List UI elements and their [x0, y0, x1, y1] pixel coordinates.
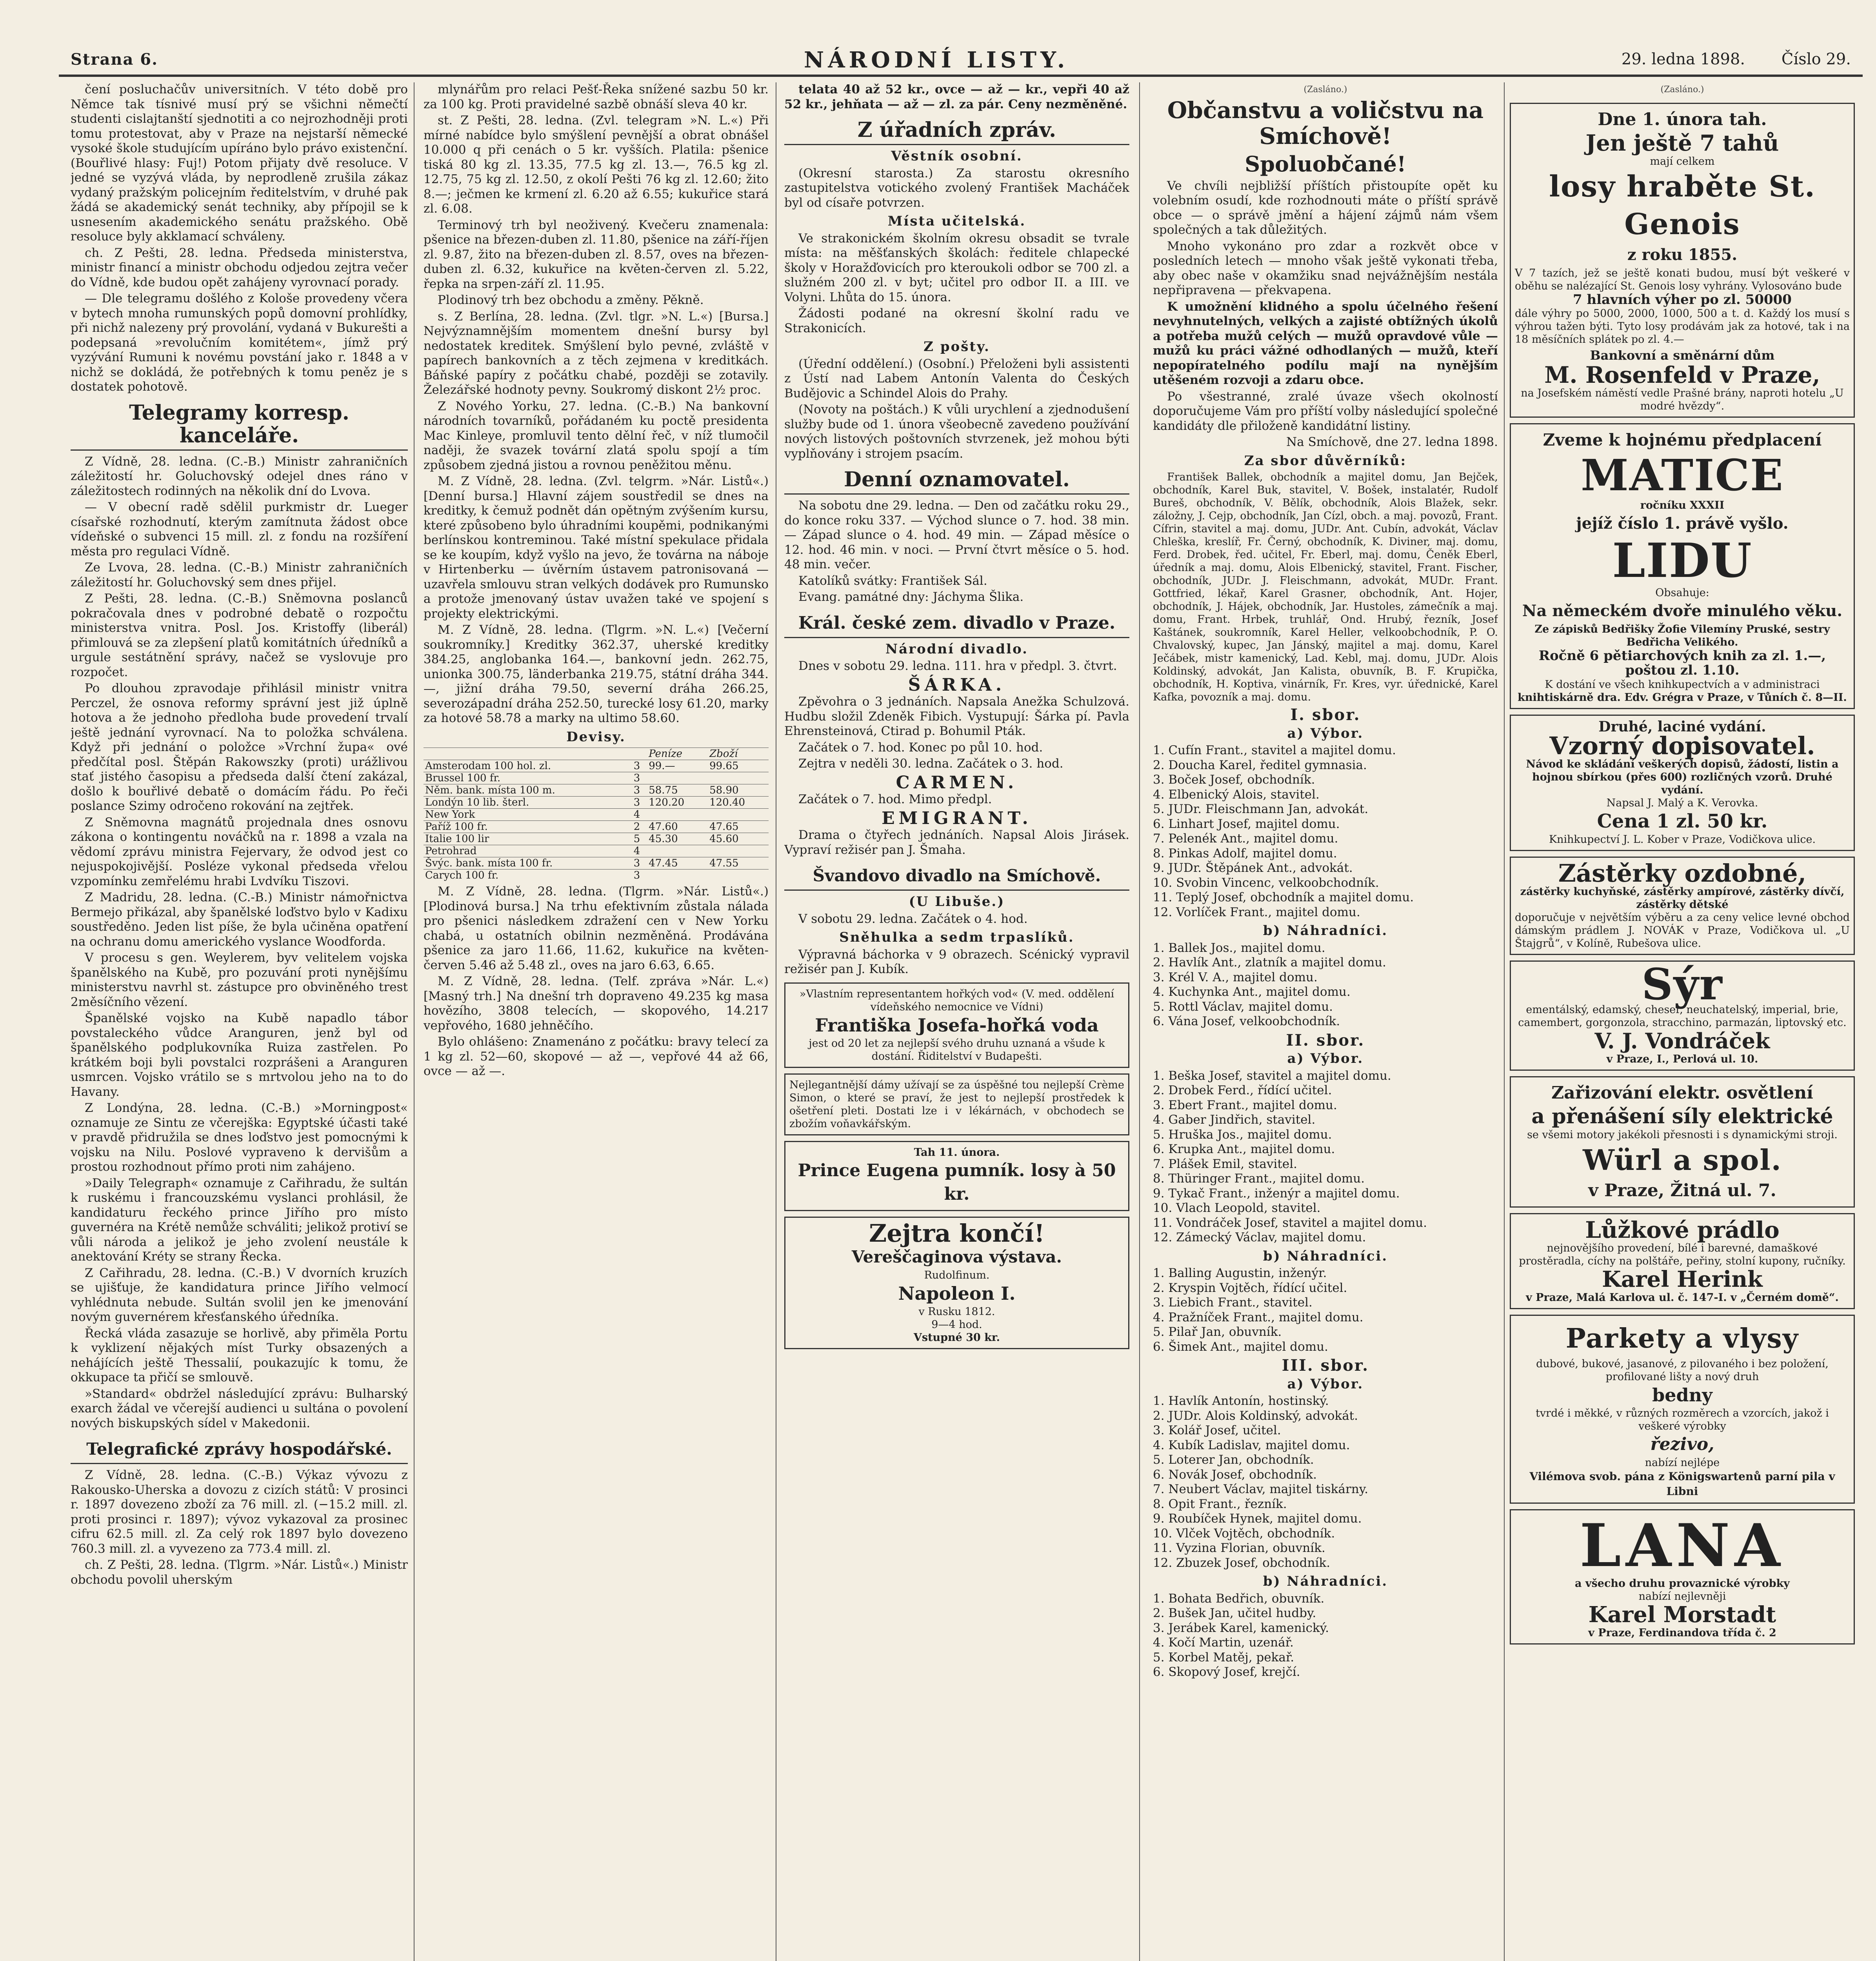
article-paragraph: Z Nového Yorku, 27. ledna. (C.-B.) Na bankovní národních tovarníků, pořádaném ku poctě presidenta Mac Kinleye, promluvil tento dělní řeč, v níž tlumočil naději, že svazek tovární zlatá spolu spojí a tím způsobem zjedná jistou a rovnou peněžitou měnu. [424, 399, 769, 472]
table-row [424, 870, 769, 882]
list-item: 2. Havlík Ant., zlatník a majitel domu. [1153, 955, 1387, 970]
article-paragraph: čení posluchačův universitních. V této době pro Němce tak tísnivé musí prý se všichni němečtí studenti cislajtanští sjednotiti a co nejrozhodněji proti tomu protestovat, aby v Praze na nejstarší německé vysoké škole studujícím upíráno bylo právo existenční. (Bouřlivé hlasy: Fuj!) Potom přijaty dvě resoluce. V jedné se vyzývá vláda, by neprodleně zrušila zákaz vydaný pražským policejním ředitelstvím, v druhé pak žádá se akademický senát techniky, aby přípojil se k usnesením akademického senátu pražského. Obě resoluce byly akklamací schváleny. [71, 82, 408, 244]
table-cell: Carych 100 fr. [424, 870, 632, 882]
advert-line: Napsal J. Malý a K. Verovka. [1606, 797, 1758, 809]
advert-line: Ze zápisků Bedřišky Žofie Vilemíny Pruské, sestry Bedřicha Velikého. [1534, 623, 1830, 648]
article-paragraph: mlynářům pro relaci Pešť-Řeka snížené sazbu 50 kr. za 100 kg. Proti pravidelné sazbě obnáší sleva 40 kr. [424, 82, 769, 111]
advert-line: Karel Herink [1602, 1266, 1763, 1292]
advert-title: Jen ještě 7 tahů [1585, 130, 1779, 156]
advert-text: V 7 tazích, jež se ještě konati budou, musí být veškeré v oběhu se nalézající St. Genois losy vyhrány. Vylosováno bude [1515, 267, 1850, 292]
table-cell: 3 [632, 784, 647, 797]
advert-title: a přenášení síly elektrické [1531, 1104, 1833, 1128]
table-cell: 99.— [647, 760, 708, 772]
article-paragraph: Katolíků svátky: František Sál. [798, 573, 987, 588]
list-item: 5. Loterer Jan, obchodník. [1153, 1453, 1314, 1467]
table-row [424, 772, 769, 784]
table-cell [708, 870, 769, 882]
advert-line: v Praze, Žitná ul. 7. [1588, 1181, 1776, 1201]
list-item: 3. Krél V. A., majitel domu. [1153, 970, 1318, 984]
play-title: CARMEN. [896, 772, 1018, 793]
table-cell: Petrohrad [424, 845, 632, 857]
play-title: EMIGRANT. [882, 808, 1032, 828]
table-cell: 4 [632, 845, 647, 857]
advert-electric [1510, 1076, 1855, 1208]
list-item: 3. Kolář Josef, učitel. [1153, 1423, 1281, 1437]
table-cell: Švýc. bank. místa 100 fr. [424, 857, 632, 870]
table-cell: 120.40 [708, 797, 769, 809]
advert-exhibition [784, 1217, 1129, 1349]
subsection-heading: Za sbor důvěrníků: [1244, 453, 1407, 469]
list-item: 9. Tykač Frant., inženýr a majitel domu. [1153, 1186, 1400, 1201]
article-paragraph: — V obecní radě sdělil purkmistr dr. Lueger císařské rozhodnutí, kterým zamítnuta žádost obce vídeňské o subvenci 15 mill. zl. z fondu na rozšíření města pro regulaci Vídně. [71, 500, 408, 558]
play-title: Sněhulka a sedm trpaslíků. [839, 930, 1074, 945]
list-item: 2. Drobek Ferd., řídící učitel. [1153, 1083, 1332, 1097]
advert-linen [1510, 1213, 1855, 1309]
header-meta [1590, 50, 1851, 68]
article-paragraph: Na sobotu dne 29. ledna. — Den od začátku roku 29., do konce roku 337. — Východ slunce o 7. hod. 38 min. — Západ slunce o 4. hod. 49 min. — Západ měsíce o 12. hod. 46 min. v noci. — První čtvrt měsíce o 5. hod. 48 min. večer. [784, 498, 1129, 571]
advert-title: Františka Josefa-hořká voda [815, 1014, 1099, 1036]
article-paragraph: Žádosti podané na okresní školní radu ve Strakonicích. [784, 306, 1129, 335]
section-heading: Denní oznamovatel. [784, 468, 1129, 495]
advert-line: nabízí nejlevněji [1638, 1590, 1726, 1603]
table-cell [647, 845, 708, 857]
advert-line: Karel Morstadt [1588, 1602, 1776, 1628]
advert-line: v Rusku 1812. [918, 1305, 995, 1318]
advert-parquet [1510, 1315, 1855, 1504]
advert-matice [1510, 423, 1855, 709]
table-row [424, 797, 769, 809]
advert-title: Lůžkové prádlo [1585, 1217, 1780, 1243]
advert-line: Zařizování elektr. osvětlení [1551, 1083, 1813, 1103]
candidate-list [1153, 1394, 1498, 1570]
advert-lots [1510, 103, 1855, 418]
advert-line: tvrdé i měkké, v různých rozměrech a vzorcích, jakož i veškeré výrobky [1536, 1407, 1829, 1432]
newspaper-title: NÁRODNÍ LISTY. [804, 47, 1069, 73]
play-title: ŠÁRKA. [908, 675, 1006, 695]
list-item: 1. Balling Augustin, inženýr. [1153, 1266, 1327, 1280]
article-paragraph: Na Smíchově, dne 27. ledna 1898. [1286, 435, 1498, 449]
devisy-heading: Devisy. [566, 729, 626, 745]
list-item: 3. Jerábek Karel, kamenický. [1153, 1621, 1329, 1635]
article-paragraph: (Okresní starosta.) Za starostu okresního zastupitelstva votického zvolený František Macháček byl od císaře potvrzen. [784, 166, 1129, 210]
list-item: 2. Kryspin Vojtěch, řídící učitel. [1153, 1281, 1347, 1295]
advert-ropes [1510, 1509, 1855, 1644]
section-heading: Telegrafické zprávy hospodářské. [71, 1438, 408, 1464]
list-subheading: a) Výbor. [1287, 725, 1364, 741]
advert-line: v Praze, I., Perlová ul. 10. [1606, 1053, 1758, 1065]
article-paragraph: Z Cařihradu, 28. ledna. (C.-B.) V dvorních kruzích se ujišťuje, že kandidatura prince Jiřího velmocí vyhlédnuta nebude. Sultán svolil jen ke jmenování novým guvernérem křesťanského úředníka. [71, 1266, 408, 1324]
table-cell: 3 [632, 857, 647, 870]
advert-title: Sýr [1642, 959, 1723, 1010]
advert-line: Vstupné 30 kr. [913, 1331, 1000, 1344]
table-cell: 58.90 [708, 784, 769, 797]
article-paragraph: telata 40 až 52 kr., ovce — až — kr., vepři 40 až 52 kr., jehňata — až — zl. za pár. Ceny nezměněné. [784, 82, 1129, 111]
advert-title: Zejtra končí! [869, 1219, 1045, 1248]
advert-line: se všemi motory jakékoli přesnosti i s dynamickými stroji. [1527, 1129, 1838, 1141]
article-paragraph: ch. Z Pešti, 28. ledna. (Tlgrm. »Nár. Listů«.) Ministr obchodu povolil uherským [71, 1558, 408, 1587]
article-paragraph: ch. Z Pešti, 28. ledna. Předseda ministerstva, ministr financí a ministr obchodu odjedou zejtra večer do Vídně, kde budou opět zahájeny vyrovnací porady. [71, 246, 408, 289]
article-paragraph: M. Z Vídně, 28. ledna. (Tlgrm. »N. L.«) [Večerní soukromníky.] Kreditky 362.37, uherské kreditky 384.25, anglobanka 164.—, bankovní jedn. 262.75, unionka 300.75, länderbanka 219.75, státní dráha 344.—, jižní dráha 79.50, severní dráha 266.25, severozápadní dráha 252.50, turecké losy 61.20, marky za hotové 58.78 a marky na ultimo 58.60. [424, 623, 769, 725]
appeal-title: Občanstvu a voličstvu na Smíchově! [1167, 96, 1484, 149]
advert-line: zástěrky kuchyňské, zástěrky ampírové, zástěrky dívčí, zástěrky dětské [1520, 886, 1845, 911]
table-row [424, 784, 769, 797]
advert-line: Napoleon I. [898, 1282, 1016, 1304]
advert-line: na Josefském náměstí vedle Prašné brány, naproti hotelu „U modré hvězdy“. [1521, 387, 1844, 412]
column-2 [424, 82, 769, 1961]
list-item: 4. Elbenický Alois, stavitel. [1153, 787, 1320, 802]
list-item: 2. JUDr. Alois Koldinský, advokát. [1153, 1408, 1358, 1423]
article-paragraph: »Standard« obdržel následující zprávu: Bulharský exarch žádal ve včerejší audienci u sultána o povolení nových biskupských sídel v Makedonii. [71, 1386, 408, 1430]
advert-text: Nejlegantnější dámy užívají se za úspěšné tou nejlepší Crème Simon, o které se praví, že jest to nejlepší prostředek k ošetření pleti. Dostati lze i v lékárnách, v obchodech se zbožím voňavkářským. [789, 1079, 1124, 1130]
list-item: 1. Bohata Bedřich, obuvník. [1153, 1591, 1325, 1606]
list-item: 5. Hruška Jos., majitel domu. [1153, 1127, 1332, 1142]
program-time: Začátek o 7. hod. Mimo předpl. [798, 792, 992, 806]
advert-line: 9—4 hod. [931, 1318, 982, 1331]
advert-text: dále výhry po 5000, 2000, 1000, 500 a t. d. Každý los musí s výhrou tažen býti. Tyto losy prodávám jak za hotové, tak i na 18 měsíčních splátek po zl. 4.— [1515, 307, 1850, 346]
table-cell: 120.20 [647, 797, 708, 809]
table-cell: Brussel 100 fr. [424, 772, 632, 784]
subsection-heading: Národní divadlo. [885, 641, 1029, 657]
issue-number: Číslo 29. [1781, 50, 1851, 68]
list-subheading: b) Náhradníci. [1263, 1248, 1388, 1264]
table-header-cell [632, 748, 647, 760]
list-item: 1. Cufín Frant., stavitel a majitel domu. [1153, 743, 1396, 757]
program-line: V sobotu 29. ledna. Začátek o 4. hod. [798, 911, 1028, 926]
advert-line: Rudolfinum. [924, 1269, 990, 1281]
advert-line: v Praze, Malá Karlova ul. č. 147-I. v „Černém domě“. [1526, 1292, 1839, 1304]
table-cell: 45.60 [708, 833, 769, 845]
advert-line: »Vlastním representantem hořkých vod« (V. med. oddělení vídeňského nemocnice ve Vídni) [799, 988, 1114, 1013]
list-item: 3. Boček Josef, obchodník. [1153, 773, 1315, 787]
subsection-heading: Věstník osobní. [891, 148, 1023, 164]
list-item: 6. Skopový Josef, krejčí. [1153, 1665, 1300, 1679]
list-item: 6. Novák Josef, obchodník. [1153, 1467, 1317, 1482]
article-paragraph: Španělské vojsko na Kubě napadlo tábor povstaleckého vůdce Aranguren, jenž byl od španělského podplukovníka Ruiza zastřelen. Po krátkém boji byli povstalci rozprášeni a Aranguren usmrcen. Vojsko vrátilo se s mrtvolou jeho na to do Havany. [71, 1011, 408, 1099]
advert-line: Knihkupectví J. L. Kober v Praze, Vodičkova ulice. [1549, 833, 1816, 846]
table-cell [647, 772, 708, 784]
appeal-subtitle: Spoluobčané! [1245, 151, 1406, 176]
advert-line: ementálský, edamský, cheser, neuchatelský, imperial, brie, camembert, gorgonzola, stracchino, parmazán, liptovský etc. [1518, 1004, 1847, 1029]
table-cell: Paříž 100 fr. [424, 821, 632, 833]
advert-line: Ročně 6 pětiarchových knih za zl. 1.—, poštou zl. 1.10. [1538, 648, 1826, 678]
advert-line: mají celkem [1650, 155, 1715, 167]
column-rule [1139, 82, 1140, 1961]
list-item: 6. Vána Josef, velkoobchodník. [1153, 1014, 1340, 1028]
table-cell: Amsterodam 100 hol. zl. [424, 760, 632, 772]
table-cell: Něm. bank. místa 100 m. [424, 784, 632, 797]
advert-line: Zveme k hojnému předplacení [1543, 430, 1822, 449]
advert-line: ročníku XXXII [1640, 499, 1725, 511]
article-paragraph: st. Z Pešti, 28. ledna. (Zvl. telegram »N. L.«) Při mírné nabídce bylo smýšlení pevnější a obrat obnášel 10.000 q při cenách o 5 kr. vyšších. Platila: pšenice tiská 80 kg zl. 13.35, 77.5 kg zl. 13.—, 76.5 kg zl. 12.75, 75 kg zl. 12.50, z okolí Pešti 76 kg zl. 12.60; žito 8.—; ječmen ke krmení zl. 6.20 až 6.55; kukuřice stará zl. 6.08. [424, 113, 769, 216]
section-heading: Telegramy korresp. kanceláře. [71, 402, 408, 451]
article-paragraph: M. Z Vídně, 28. ledna. (Telf. zpráva »Nár. L.«) [Masný trh.] Na dnešní trh dopraveno 49.235 kg masa hovězího, 3808 telecích, — skopového, 14.217 vepřového, 1680 jehněčího. [424, 974, 769, 1033]
advert-text: doporučuje v největším výběru a za ceny velice levné obchod dámským prádlem J. NOVÁK v Praze, Vodičkova ul. „U Štajgrů“, v Kolíně, Rubešova ulice. [1515, 911, 1850, 950]
list-item: 10. Vlach Leopold, stavitel. [1153, 1201, 1321, 1215]
article-paragraph: Po všestranné, zralé úvaze všech okolností doporučujeme Vám pro příští volby následující společné kandidáty dle přiloženě kandidátní listiny. [1153, 389, 1498, 433]
list-item: 5. Rottl Václav, majitel domu. [1153, 999, 1333, 1014]
advert-line: Obsahuje: [1655, 586, 1709, 599]
advert-line: Cena 1 zl. 50 kr. [1597, 810, 1768, 832]
table-cell: 99.65 [708, 760, 769, 772]
advert-water [784, 982, 1129, 1068]
table-cell: New York [424, 809, 632, 821]
table-cell: 45.30 [647, 833, 708, 845]
list-item: 9. Roubíček Hynek, majitel domu. [1153, 1512, 1362, 1526]
article-paragraph: Evang. památné dny: Jáchyma Šlika. [798, 590, 1024, 604]
advert-line: Na německém dvoře minulého věku. [1522, 601, 1843, 620]
advert-letter-writer [1510, 715, 1855, 851]
table-cell: 47.45 [647, 857, 708, 870]
advert-title: M. Rosenfeld v Praze, [1544, 361, 1820, 388]
list-item: 8. Pinkas Adolf, majitel domu. [1153, 846, 1337, 860]
devisy-table [424, 748, 769, 881]
list-item: 3. Ebert Frant., majitel domu. [1153, 1098, 1337, 1112]
candidate-list [1153, 1592, 1498, 1680]
list-item: 2. Doucha Karel, ředitel gymnasia. [1153, 758, 1367, 772]
column-5 [1510, 82, 1855, 1961]
advert-title: Zástěrky ozdobné, [1558, 859, 1807, 888]
list-item: 1. Beška Josef, stavitel a majitel domu. [1153, 1068, 1391, 1083]
advert-line: nejnovějšího provedení, bílé i barevné, damaškové prostěradla, cíchy na polštáře, peřiny, stolní kupony, ručníky. [1519, 1242, 1846, 1267]
table-row [424, 857, 769, 870]
table-cell: 47.65 [708, 821, 769, 833]
advert-line: a všecho druhu provaznické výrobky [1575, 1577, 1790, 1590]
advert-line: dubové, bukové, jasanové, z pilovaného i bez položení, profilované lišty a nový druh [1536, 1358, 1829, 1383]
list-heading: III. sbor. [1282, 1356, 1369, 1375]
article-paragraph: Ze Lvova, 28. ledna. (C.-B.) Ministr zahraničních záležitostí hr. Goluchovský sem dnes přijel. [71, 560, 408, 589]
table-cell [708, 845, 769, 857]
list-item: 10. Svobin Vincenc, velkoobchodník. [1153, 875, 1379, 890]
section-heading: Švandovo divadlo na Smíchově. [784, 864, 1129, 891]
table-row [424, 809, 769, 821]
advert-line: Bankovní a směnární dům [1590, 348, 1775, 363]
candidate-list [1153, 941, 1498, 1029]
list-item: 7. Neubert Václav, majitel tiskárny. [1153, 1482, 1369, 1496]
list-item: 5. Pilař Jan, obuvník. [1153, 1325, 1282, 1339]
table-header-cell [424, 748, 632, 760]
list-item: 8. Opit Frant., řezník. [1153, 1497, 1287, 1511]
list-item: 12. Vorlíček Frant., majitel domu. [1153, 905, 1360, 919]
article-paragraph: Z Vídně, 28. ledna. (C.-B.) Výkaz vývozu z Rakousko-Uherska a dovozu z cizích států: V prosinci r. 1897 dovezeno zboží za 76 mill. zl. (−15.2 mill. zl. proti prosinci r. 1897); vývoz vykazoval za prosinec cifru 62.5 mill. zl. Za celý rok 1897 bylo dovezeno 760.3 mill. zl. a vyvezeno za 773.4 mill. zl. [71, 1468, 408, 1556]
table-cell: Italie 100 lir [424, 833, 632, 845]
advert-line: řezivo, [1650, 1434, 1714, 1454]
advert-line: Tah 11. února. [914, 1146, 1000, 1159]
article-paragraph: M. Z Vídně, 28. ledna. (Tlgrm. »Nár. Listů«.) [Plodinová bursa.] Na trhu efektivním zůstala nálada pro pšenici následkem zdražení cen v New Yorku chabá, u ostatních obilnin nezměněná. Prodávána pšenice za jaro 11.66, 11.62, kukuřice na květen-červen 5.46 až 5.48 zl., oves na jaro 6.63, 6.65. [424, 884, 769, 972]
list-item: 4. Gaber Jindřich, stavitel. [1153, 1113, 1316, 1127]
list-subheading: a) Výbor. [1287, 1051, 1364, 1066]
table-cell: 2 [632, 821, 647, 833]
table-cell: 3 [632, 870, 647, 882]
list-item: 8. Thüringer Frant., majitel domu. [1153, 1172, 1365, 1186]
candidate-list [1153, 1069, 1498, 1245]
article-paragraph: »Daily Telegraph« oznamuje z Cařihradu, že sultán k ruskému i francouzskému vyslanci prohlásil, že kandidaturu řeckého prince Jiřího pro místo guvernéra na Krétě nemůže schváliti; jelikož protiví se vůli národa a jelikož je jeho zvolení neustále k anektování Kréty se strany Řecka. [71, 1176, 408, 1264]
article-paragraph: M. Z Vídně, 28. ledna. (Zvl. telgrm. »Nár. Listů«.) [Denní bursa.] Hlavní zájem soustředil se dnes na kreditky, k čemuž podnět dán opětným zvýšením kursu, které způsobeno bylo úhradními koupěmi, podnikanými berlínskou kontreminou. Také místní spekulace přidala se ke koupím, když vyšlo na jevo, že továrna na náboje v Hirtenberku — úvěrním ústavem patronisovaná — uzavřela smlouvu stran velkých dodávek pro Rumunsko a protože jmenovaný ústav uvažen také ve spojení s projekty elektrickými. [424, 474, 769, 621]
table-cell: 47.60 [647, 821, 708, 833]
table-cell: 47.55 [708, 857, 769, 870]
table-cell: 4 [632, 809, 647, 821]
program-desc: Drama o čtyřech jednáních. Napsal Alois Jirásek. Vypraví režisér pan J. Šmaha. [784, 828, 1129, 857]
list-item: 10. Vlček Vojtěch, obchodník. [1153, 1526, 1335, 1541]
list-item: 11. Vyzina Florian, obuvník. [1153, 1541, 1325, 1555]
advert-cheese [1510, 960, 1855, 1071]
list-item: 7. Plášek Emil, stavitel. [1153, 1157, 1297, 1171]
list-item: 5. Korbel Matěj, pekař. [1153, 1650, 1294, 1664]
list-item: 4. Kubík Ladislav, majitel domu. [1153, 1438, 1350, 1452]
article-paragraph: Terminový trh byl neoživený. Kvečeru znamenala: pšenice na březen-duben zl. 11.80, pšenice na září-říjen zl. 9.87, žito na březen-duben zl. 8.57, oves na březen-duben zl. 6.32, kukuřice na květen-červen zl. 5.22, řepka na srpen-září zl. 11.95. [424, 218, 769, 291]
list-item: 5. JUDr. Fleischmann Jan, advokát. [1153, 802, 1369, 816]
advert-title: Würl a spol. [1583, 1143, 1782, 1177]
list-item: 4. Kočí Martin, uzenář. [1153, 1635, 1294, 1650]
issue-date: 29. ledna 1898. [1621, 50, 1745, 68]
advert-title: MATICE [1581, 449, 1784, 500]
advert-line: V. J. Vondráček [1594, 1028, 1770, 1053]
column-3 [784, 82, 1129, 1961]
table-row [424, 833, 769, 845]
article-paragraph: Bylo ohlášeno: Znamenáno z počátku: bravy telecí za 1 kg zl. 52—60, skopové — až —, vepřové 44 až 66, ovce — až —. [424, 1035, 769, 1078]
advert-line: Návod ke skládání veškerých dopisů, žádostí, listin a hojnou sbírkou (přes 600) rozličných vzorů. Druhé vydání. [1526, 758, 1839, 796]
advert-line: jest od 20 let za nejlepší svého druhu uznaná a všude k dostání. Řiditelství v Budapešti. [809, 1037, 1105, 1062]
signatories: František Ballek, obchodník a majitel domu, Jan Bejček, obchodník, Karel Buk, stavitel, V. Bošek, instalatér, Rudolf Bureš, obchodník, V. Bělík, obchodník, Alois Blažek, sekr. záložny, J. Cejp, obchodník, Jan Cízl, obch. a maj. povozů, Frant. Cífrin, stavitel a maj. domu, JUDr. Ant. Cubín, advokát, Václav Chleška, kreslíř, Fr. Černý, obchodník, K. Diviner, maj. domu, Ferd. Drobek, řed. učitel, Fr. Eberl, maj. domu, Čeněk Eberl, úředník a maj. domu, Alois Elbenický, stavitel, Frant. Fischer, obchodník, JUDr. J. Fleischmann, advokát, MUDr. Frant. Gottfried, lékař, Karel Grasner, obchodník, Ant. Hojer, obchodník, J. Hájek, obchodník, Jar. Hustoles, zámečník a maj. domu, Frant. Hrbek, truhlář, Ond. Hrubý, řezník, Josef Kaštánek, soukromník, Karel Heller, velkoobchodník, P. O. Chvalovský, kupec, Jan Jánský, majitel a maj. domu, Karel Ječábek, mistr kamenický, Lad. Kebl, maj. domu, JUDr. Alois Koldinský, advokát, Jan Kalista, obuvník, B. F. Krupička, obchodník, H. Koptiva, vinárník, Fr. Kres, vyr. úřednické, Karel Kafka, povozník a maj. domu. [1153, 471, 1498, 703]
advert-line: z roku 1855. [1627, 245, 1738, 264]
advert-line: Druhé, laciné vydání. [1598, 718, 1766, 735]
article-paragraph: Z Sněmovna magnátů projednala dnes osnovu zákona o kontingentu nováčků na r. 1898 a vzala na vědomí zprávu ministra Fejervary, že odvod jest co nejuspokojivější. Posléze vykonal předseda vřelou vzpomínku zemřelému hrabi Lvdvíku Tiszovi. [71, 815, 408, 888]
list-item: 12. Zámecký Václav, majitel domu. [1153, 1230, 1366, 1244]
article-paragraph: Z Vídně, 28. ledna. (C.-B.) Ministr zahraničních záležitostí hr. Goluchovský odejel dnes ráno v záležitostech rodinných na několik dní do Lvova. [71, 454, 408, 498]
table-row [424, 760, 769, 772]
table-cell: 5 [632, 833, 647, 845]
table-cell: 3 [632, 760, 647, 772]
advert-lottery [784, 1141, 1129, 1211]
table-cell [708, 772, 769, 784]
advert-line: jejíž číslo 1. právě vyšlo. [1576, 514, 1789, 533]
list-item: 2. Bušek Jan, učitel hudby. [1153, 1606, 1316, 1620]
list-item: 6. Šimek Ant., majitel domu. [1153, 1339, 1329, 1354]
advert-aprons [1510, 857, 1855, 955]
program-desc: Výpravná báchorka v 9 obrazech. Scénický vypravil režisér pan J. Kubík. [784, 947, 1129, 976]
table-cell [647, 809, 708, 821]
advert-line: Vereščaginova výstava. [851, 1247, 1062, 1266]
article-paragraph: Z Londýna, 28. ledna. (C.-B.) »Morningpost« oznamuje ze Sintu ze včerejška: Egyptské účasti také v pravdě přidružila se dnes loďstvo jest pomocnými k vojsku na Nilu. Poslové vypraveno k dervišům a prostou rozhodnout přímo proti nim zahájeno. [71, 1101, 408, 1174]
article-paragraph: Z Madridu, 28. ledna. (C.-B.) Ministr námořnictva Bermejo přikázal, aby španělské loďstvo bylo v Kadixu soustředěno. Jeden list píše, že byla učiněna opatření na ochranu domu amerického vyslance Woodforda. [71, 890, 408, 949]
advert-title: Parkety a vlysy [1565, 1323, 1799, 1354]
article-paragraph: Ve chvíli nejbližší příštích přistoupíte opět ku volebním osudí, kde rozhodnouti máte o příští správě obce — o správě jmění a hájení zájmů nám všem společných a tak důležitých. [1153, 178, 1498, 237]
table-header-row [424, 748, 769, 760]
list-item: 4. Kuchynka Ant., majitel domu. [1153, 985, 1351, 999]
advert-line: nabízí nejlépe [1645, 1457, 1720, 1469]
advert-title: LANA [1580, 1511, 1785, 1580]
article-paragraph: Ve strakonickém školním okresu obsadit se tvrale místa: na měšťanských školách: ředitele chlapecké školy v Horažďovicích pro kteroukoli odbor se 700 zl. a služném 200 zl. v byt; učitel pro odbor II. a III. ve Volyni. Lhůta do 15. února. [784, 231, 1129, 304]
table-row [424, 821, 769, 833]
article-paragraph: Řecká vláda zasazuje se horlivě, aby přiměla Portu k vyklizení nějakých míst Turky obsazených a nehájících ještě Thessalií, poukazujíc k tomu, že okkupace ta přičí se smlouvě. [71, 1326, 408, 1384]
advert-line: v Praze, Ferdinandova třída č. 2 [1588, 1627, 1776, 1639]
list-item: 6. Linhart Josef, majitel domu. [1153, 817, 1340, 831]
advert-line: bedny [1652, 1384, 1712, 1406]
article-paragraph: Z Pešti, 28. ledna. (C.-B.) Sněmovna poslanců pokračovala dnes v podrobné debatě o rozpočtu ministerstva vnitra. Posl. Jos. Kristoffy (liberál) přimlouvá se za zlepšení platů komitátních úředníků a urgule sestátnění správy, načež se vyslovuje pro rozpočet. [71, 591, 408, 679]
page-header [59, 43, 1863, 77]
advert-title: losy hraběte St. Genois [1549, 169, 1816, 241]
article-paragraph: V procesu s gen. Weylerem, byv velitelem vojska španělského na Kubě, pro pozuvání proti nynějšímu ministerstvu navrhl st. zástupce pro obviněného trest 2měsíčního vězení. [71, 951, 408, 1009]
article-paragraph: Plodinový trh bez obchodu a změny. Pěkně. [438, 293, 704, 307]
list-item: 1. Ballek Jos., majitel domu. [1153, 940, 1325, 955]
notice-label: (Zasláno.) [1303, 85, 1347, 95]
subsection-heading: Místa učitelská. [887, 213, 1026, 229]
column-4 [1153, 82, 1498, 1961]
table-cell: Londýn 10 lib. šterl. [424, 797, 632, 809]
list-item: 9. JUDr. Štěpánek Ant., advokát. [1153, 861, 1353, 875]
table-header-cell: Peníze [647, 748, 708, 760]
notice-label: (Zasláno.) [1660, 85, 1704, 95]
candidate-list [1153, 743, 1498, 920]
list-heading: I. sbor. [1290, 706, 1361, 724]
article-paragraph: — Dle telegramu došlého z Kološe provedeny včera v bytech mnoha rumunských popů domovní prohlídky, při nichž nalezeny prý provolání, vydaná v Bukurešti a podepsaná »revolučním komitétem«, jímž prý vyzývání Rumuni k novému povstání jako r. 1848 a v nichž se dokládá, že potřebných k tomu peněz je s dostatek pohotově. [71, 291, 408, 394]
article-paragraph: (Úřední oddělení.) (Osobní.) Přeloženi byli assistenti z Ústí nad Labem Antonín Valenta do Českých Budějovic a Schindel Alois do Prahy. [784, 357, 1129, 400]
program-time: Začátek o 7. hod. Konec po půl 10. hod. [798, 740, 1043, 755]
newspaper-page [59, 0, 1863, 1961]
column-1 [71, 82, 408, 1961]
section-heading: Král. české zem. divadlo v Praze. [784, 612, 1129, 638]
program-desc: Zpěvohra o 3 jednáních. Napsala Anežka Schulzová. Hudbu složil Zdeněk Fibich. Vystupují: Šárka pí. Pavla Ehrensteinová, Ctirad p. Bohumil Pták. [784, 695, 1129, 738]
article-paragraph: s. Z Berlína, 28. ledna. (Zvl. tlgr. »N. L.«) [Bursa.] Nejvýznamnějším momentem dnešní bursy byl nedostatek kreditek. Smýšlení bylo pevné, zvláště v papírech bankovních a z těch zejmena v kreditkách. Báňské papíry z počátku chabé, později se zotavily. Železářské hodnoty pevny. Soukromý diskont 2½ proc. [424, 309, 769, 397]
candidate-list [1153, 1266, 1498, 1354]
subsection-heading: (U Libuše.) [909, 894, 1005, 910]
advert-line: Vilémova svob. pána z Königswartenů parní pila v Libni [1529, 1470, 1835, 1498]
advert-title: Vzorný dopisovatel. [1549, 731, 1815, 760]
list-heading: II. sbor. [1286, 1031, 1365, 1050]
article-paragraph: Mnoho vykonáno pro zdar a rozkvět obce v posledních letech — mnoho však ještě vykonati třeba, aby obec naše v okamžiku snad nejvážnějším nestála nepřipravena — překvapena. [1153, 239, 1498, 297]
advert-line: Dne 1. února tah. [1598, 109, 1767, 129]
advert-line: K dostání ve všech knihkupectvích a v administraci [1545, 678, 1820, 691]
table-cell [708, 809, 769, 821]
program-line: Dnes v sobotu 29. ledna. 111. hra v předpl. 3. čtvrt. [798, 659, 1117, 673]
table-row [424, 845, 769, 857]
table-cell [647, 870, 708, 882]
column-rule [1504, 82, 1505, 1961]
advert-title: Prince Eugena pumník. losy à 50 kr. [798, 1160, 1116, 1204]
advert-line: knihtiskárně dra. Edv. Grégra v Praze, v Tůních č. 8—II. [1518, 691, 1847, 704]
table-cell: 3 [632, 772, 647, 784]
list-item: 3. Liebich Frant., stavitel. [1153, 1295, 1312, 1310]
table-header-cell: Zboží [708, 748, 769, 760]
article-paragraph: Po dlouhou zpravodaje přihlásil ministr vnitra Perczel, že osnova reformy správní jest již úplně hotova a že jednoho předloha bude provedení trvalí ještě jednání vyrovnací. Na to položka schválena. Když při jednání o položce »Vrchní župa« ové předčítal posl. Štěpán Rakowszky (proti) urážlivou stať jistého časopisu a předseda další čtení zakázal, došlo k bouřlivé debatě o domácím řádu. Po řeči poslance Szimy odročeno rokování na zejtřek. [71, 681, 408, 813]
list-subheading: b) Náhradníci. [1263, 1574, 1388, 1589]
table-cell: 3 [632, 797, 647, 809]
subsection-heading: Z pošty. [923, 339, 990, 355]
section-heading: Z úřadních zpráv. [784, 119, 1129, 145]
list-subheading: a) Výbor. [1287, 1376, 1364, 1392]
article-paragraph: K umožnění klidného a spolu účelného řešení nevyhnutelných, velkých a zajisté obtížných úkolů a potřeba mužů celých — mužů opravdové vůle — mužů ku práci vážné odhodlaných — mužů, kteří nepopíratelného podílu mají na nynějším utěšeném rozvoji a zdaru obce. [1153, 299, 1498, 387]
list-subheading: b) Náhradníci. [1263, 923, 1388, 939]
list-item: 11. Vondráček Josef, stavitel a majitel domu. [1153, 1215, 1427, 1230]
list-item: 11. Teplý Josef, obchodník a majitel domu. [1153, 890, 1414, 904]
table-cell: 58.75 [647, 784, 708, 797]
list-item: 12. Zbuzek Josef, obchodník. [1153, 1555, 1331, 1570]
program-line: Zejtra v neděli 30. ledna. Začátek o 3. hod. [798, 757, 1063, 771]
list-item: 6. Krupka Ant., majitel domu. [1153, 1142, 1335, 1156]
advert-line: 7 hlavních výher po zl. 50000 [1573, 291, 1792, 307]
advert-title: LIDU [1612, 533, 1752, 588]
article-paragraph: (Novoty na poštách.) K vůli urychlení a zjednodušení služby bude od 1. února všeobecně zavedeno používání nových listových poštovních stvrzenek, jež mohou býti vyplňovány i strojem psacím. [784, 402, 1129, 461]
list-item: 1. Havlík Antonín, hostinský. [1153, 1394, 1329, 1408]
page-number: Strana 6. [71, 50, 158, 69]
advert-cream [784, 1073, 1129, 1135]
list-item: 4. Pražníček Frant., majitel domu. [1153, 1310, 1363, 1324]
list-item: 7. Pelenék Ant., majitel domu. [1153, 831, 1338, 846]
